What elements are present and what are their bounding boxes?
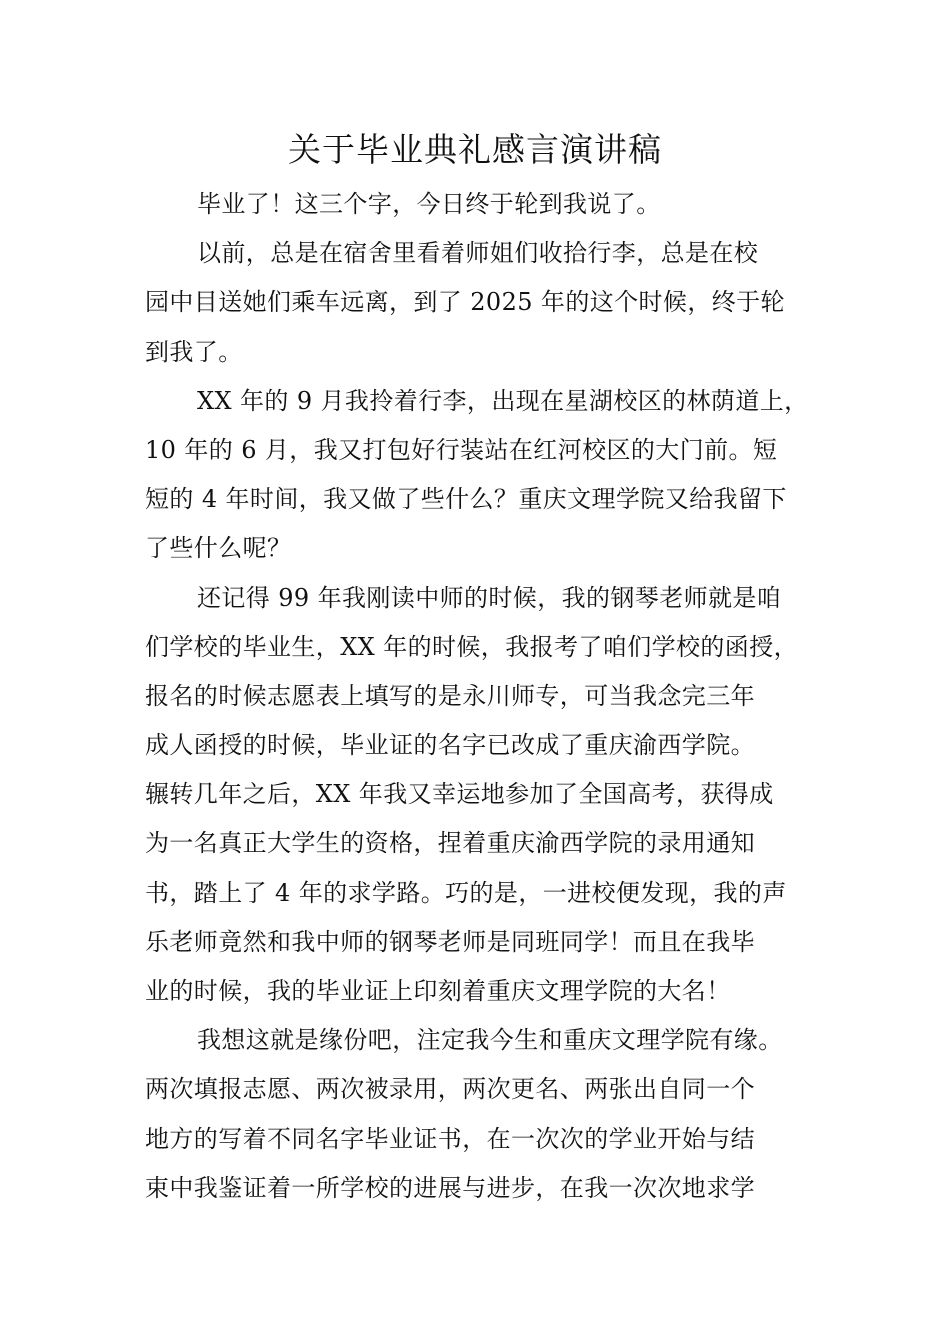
paragraph-line: 们学校的毕业生，XX 年的时候，我报考了咱们学校的函授， — [145, 632, 798, 661]
paragraph-line: 还记得 99 年我刚读中师的时候，我的钢琴老师就是咱 — [197, 583, 782, 612]
paragraph-line: 毕业了！这三个字，今日终于轮到我说了。 — [197, 190, 661, 218]
paragraph-line: 两次填报志愿、两次被录用，两次更名、两张出自同一个 — [145, 1075, 755, 1104]
paragraph-line: 我想这就是缘份吧，注定我今生和重庆文理学院有缘。 — [197, 1026, 783, 1055]
paragraph-line: 束中我鉴证着一所学校的进展与进步，在我一次次地求学 — [145, 1173, 755, 1202]
paragraph-line: 了些什么呢？ — [145, 534, 292, 563]
paragraph-line: 报名的时候志愿表上填写的是永川师专，可当我念完三年 — [145, 681, 755, 710]
paragraph-line: 园中目送她们乘车远离，到了 2025 年的这个时候，终于轮 — [145, 288, 785, 317]
paragraph-line: 乐老师竟然和我中师的钢琴老师是同班同学！而且在我毕 — [145, 927, 755, 956]
document-title: 关于毕业典礼感言演讲稿 — [288, 130, 662, 169]
paragraph-line: 成人函授的时候，毕业证的名字已改成了重庆渝西学院。 — [145, 731, 755, 760]
paragraph-line: XX 年的 9 月我拎着行李，出现在星湖校区的林荫道上， — [197, 386, 809, 415]
paragraph-line: 到我了。 — [145, 337, 243, 366]
paragraph-line: 书，踏上了 4 年的求学路。巧的是，一进校便发现，我的声 — [145, 878, 787, 907]
paragraph-line: 辗转几年之后，XX 年我又幸运地参加了全国高考，获得成 — [145, 780, 774, 809]
paragraph-line: 为一名真正大学生的资格，捏着重庆渝西学院的录用通知 — [145, 829, 755, 858]
document-body — [145, 180, 825, 1213]
paragraph-line: 以前，总是在宿舍里看着师姐们收拾行李，总是在校 — [197, 239, 759, 268]
paragraph-line: 10 年的 6 月，我又打包好行装站在红河校区的大门前。短 — [145, 435, 778, 464]
paragraph-line: 业的时候，我的毕业证上印刻着重庆文理学院的大名！ — [145, 977, 731, 1005]
paragraph-line: 地方的写着不同名字毕业证书，在一次次的学业开始与结 — [145, 1124, 755, 1153]
paragraph-line: 短的 4 年时间，我又做了些什么？重庆文理学院又给我留下 — [145, 485, 787, 514]
